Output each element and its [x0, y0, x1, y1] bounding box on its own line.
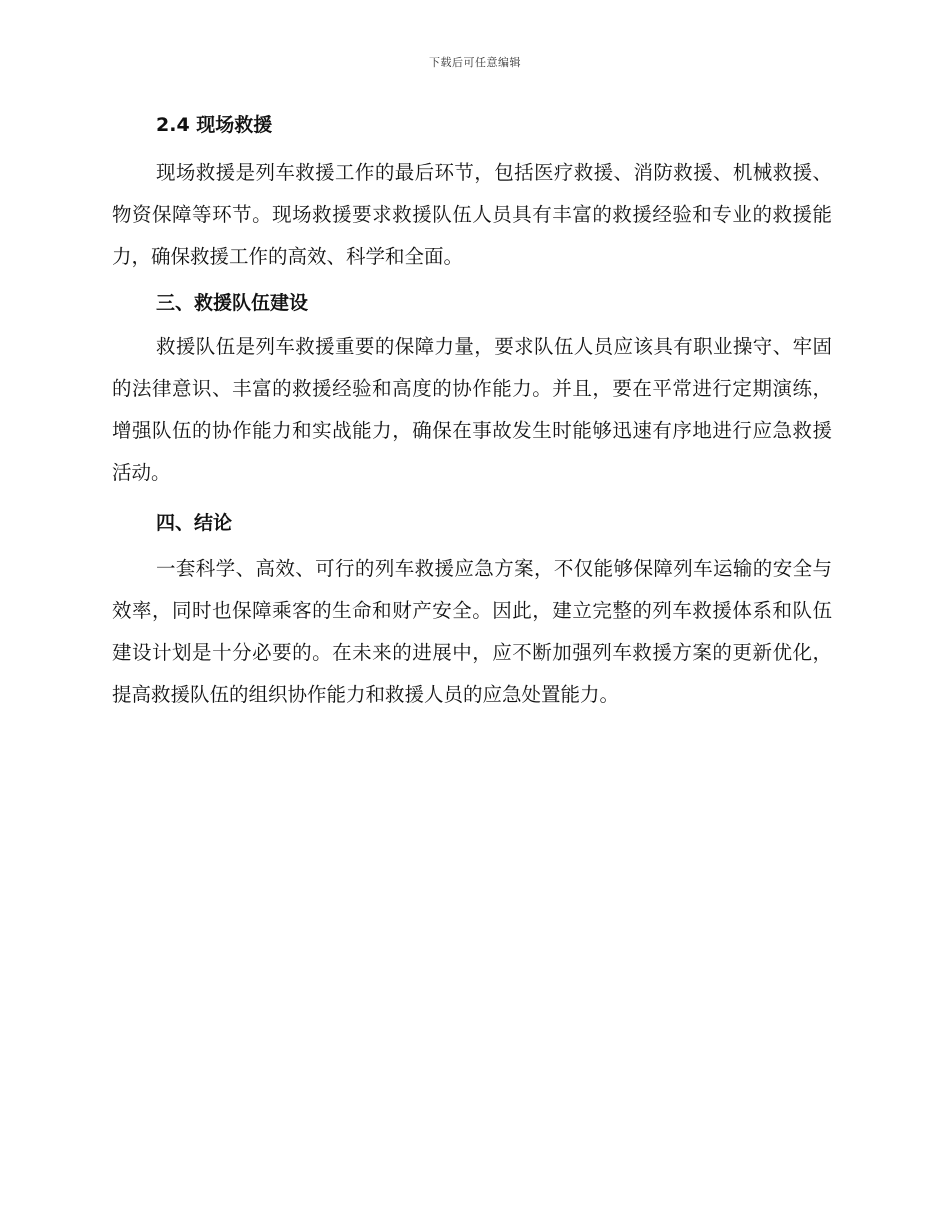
- section-heading-4: 四、结论: [156, 512, 233, 534]
- document-body: [112, 110, 832, 716]
- section-paragraph-2-4: 现场救援是列车救援工作的最后环节，包括医疗救援、消防救援、机械救援、物资保障等环节。现场救援要求救援队伍人员具有丰富的救援经验和专业的救援能力，确保救援工作的高效、科学和全面。: [112, 161, 832, 268]
- section-heading-2-4: 2.4 现场救援: [156, 114, 273, 136]
- section-heading-3: 三、救援队伍建设: [156, 292, 309, 314]
- section-paragraph-3: 救援队伍是列车救援重要的保障力量，要求队伍人员应该具有职业操守、牢固的法律意识、丰富的救援经验和高度的协作能力。并且，要在平常进行定期演练，增强队伍的协作能力和实战能力，确保在事故发生时能够迅速有序地进行应急救援活动。: [112, 335, 832, 484]
- page-header-note: 下载后可任意编辑: [429, 56, 521, 69]
- section-paragraph-4: 一套科学、高效、可行的列车救援应急方案，不仅能够保障列车运输的安全与效率，同时也保障乘客的生命和财产安全。因此，建立完整的列车救援体系和队伍建设计划是十分必要的。在未来的进展中，应不断加强列车救援方案的更新优化，提高救援队伍的组织协作能力和救援人员的应急处置能力。: [112, 557, 832, 706]
